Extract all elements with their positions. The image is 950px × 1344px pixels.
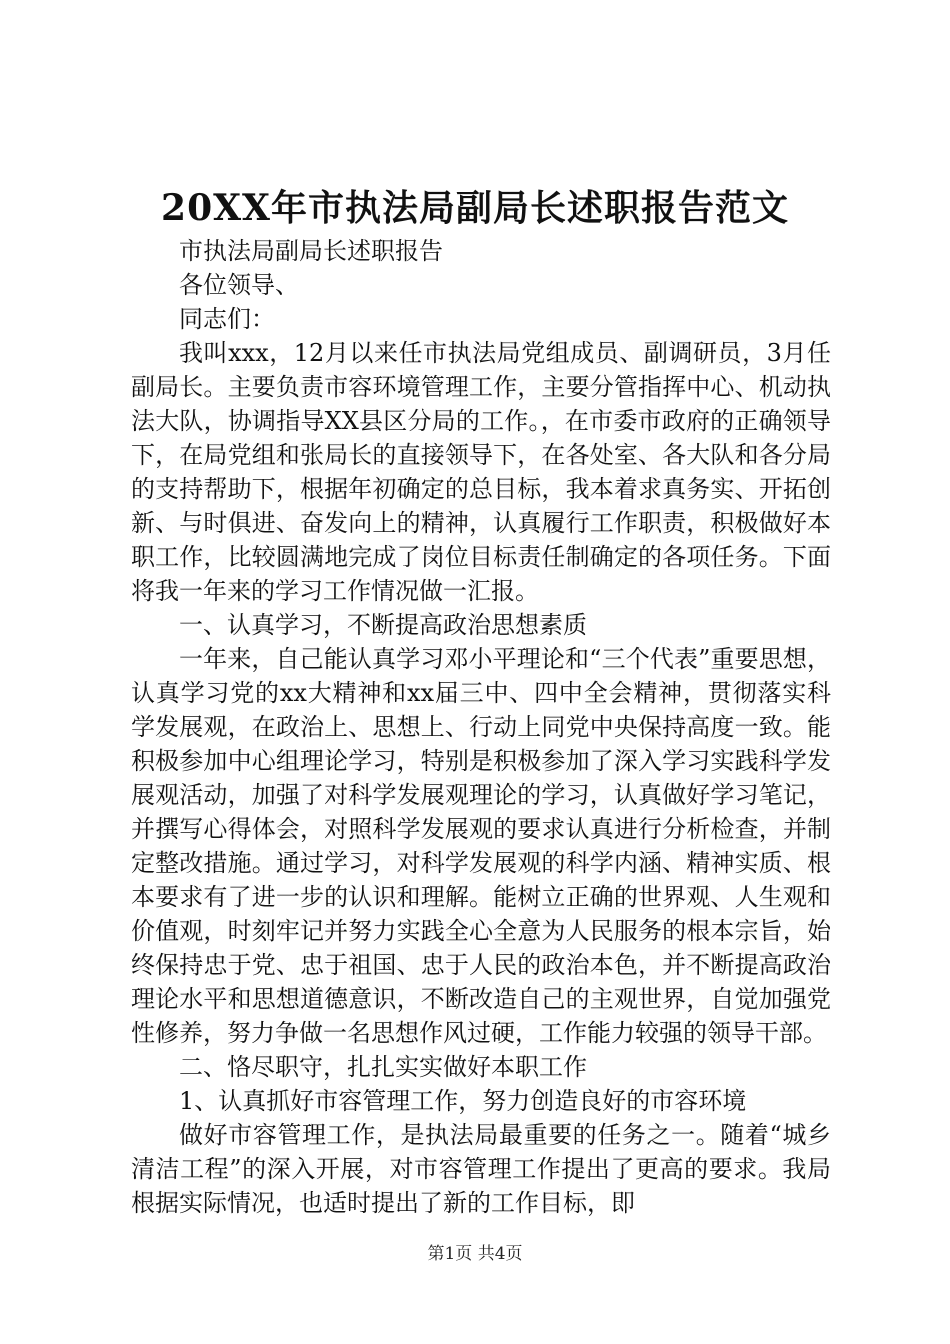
salutation-comrades: 同志们：	[179, 305, 275, 333]
subsection-heading-2-1: 1、认真抓好市容管理工作，努力创造良好的市容环境	[179, 1087, 747, 1115]
document-body	[131, 234, 831, 1220]
salutation-leaders: 各位领导、	[179, 271, 299, 299]
intro-paragraph: 我叫xxx，12月以来任市执法局党组成员、副调研员，3月任副局长。主要负责市容环境管理工作，主要分管指挥中心、机动执法大队，协调指导XX县区分局的工作。，在市委市政府的正确领导下，在局党组和张局长的直接领导下，在各处室、各大队和各分局的支持帮助下，根据年初确定的总目标，我本着求真务实、开拓创新、与时俱进、奋发向上的精神，认真履行工作职责，积极做好本职工作，比较圆满地完成了岗位目标责任制确定的各项任务。下面将我一年来的学习工作情况做一汇报。	[131, 339, 831, 605]
section-1-paragraph: 一年来，自己能认真学习邓小平理论和“三个代表”重要思想，认真学习党的xx大精神和xx届三中、四中全会精神，贯彻落实科学发展观，在政治上、思想上、行动上同党中央保持高度一致。能积极参加中心组理论学习，特别是积极参加了深入学习实践科学发展观活动，加强了对科学发展观理论的学习，认真做好学习笔记，并撰写心得体会，对照科学发展观的要求认真进行分析检查，并制定整改措施。通过学习，对科学发展观的科学内涵、精神实质、根本要求有了进一步的认识和理解。能树立正确的世界观、人生观和价值观，时刻牢记并努力实践全心全意为人民服务的根本宗旨，始终保持忠于党、忠于祖国、忠于人民的政治本色，并不断提高政治理论水平和思想道德意识，不断改造自己的主观世界，自觉加强党性修养，努力争做一名思想作风过硬，工作能力较强的领导干部。	[131, 645, 831, 1047]
section-2-paragraph: 做好市容管理工作，是执法局最重要的任务之一。随着“城乡清洁工程”的深入开展，对市容管理工作提出了更高的要求。我局根据实际情况，也适时提出了新的工作目标，即	[131, 1121, 831, 1217]
report-subtitle: 市执法局副局长述职报告	[179, 237, 443, 265]
document-title: 20XX年市执法局副局长述职报告范文	[161, 187, 789, 229]
section-heading-1: 一、认真学习，不断提高政治思想素质	[179, 611, 587, 639]
section-heading-2: 二、恪尽职守，扎扎实实做好本职工作	[179, 1053, 587, 1081]
page-footer: 第1页 共4页	[427, 1244, 523, 1264]
